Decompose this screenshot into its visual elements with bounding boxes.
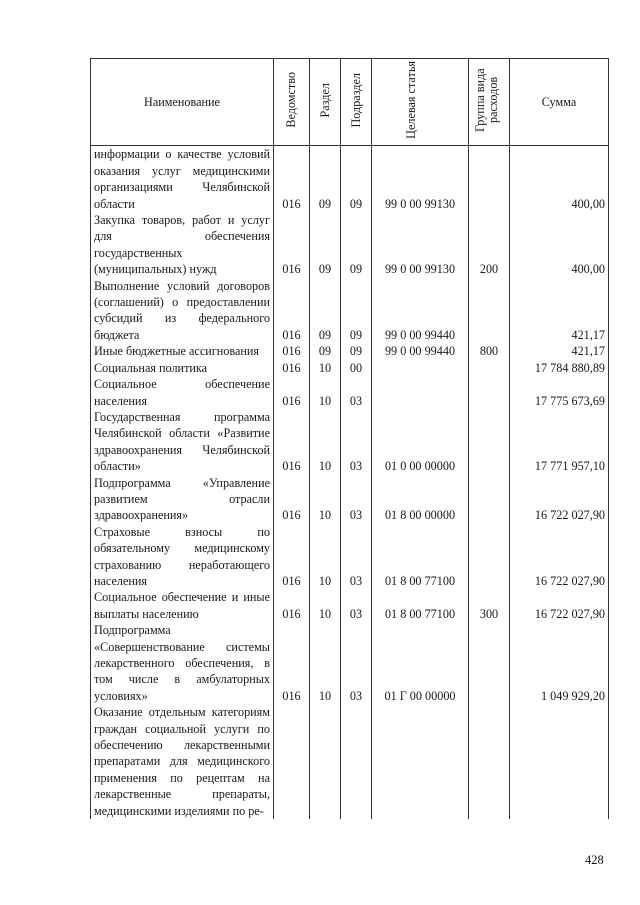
row-target: 01 8 00 77100 xyxy=(372,589,469,622)
row-target: 01 8 00 77100 xyxy=(372,524,469,590)
table-row xyxy=(91,622,609,704)
row-vedomstvo: 016 xyxy=(274,212,310,278)
row-group xyxy=(469,409,510,475)
row-sum: 17 775 673,69 xyxy=(510,376,609,409)
row-podrazdel xyxy=(341,704,372,819)
row-target xyxy=(372,704,469,819)
row-vedomstvo: 016 xyxy=(274,622,310,704)
row-razdel: 10 xyxy=(310,376,341,409)
row-group xyxy=(469,622,510,704)
row-podrazdel: 03 xyxy=(341,524,372,590)
row-razdel: 10 xyxy=(310,622,341,704)
row-razdel: 09 xyxy=(310,146,341,212)
row-target: 99 0 00 99440 xyxy=(372,343,469,359)
row-sum: 1 049 929,20 xyxy=(510,622,609,704)
row-razdel: 09 xyxy=(310,343,341,359)
row-razdel: 10 xyxy=(310,589,341,622)
row-target: 01 0 00 00000 xyxy=(372,409,469,475)
table-row xyxy=(91,278,609,344)
row-sum: 421,17 xyxy=(510,343,609,359)
row-group xyxy=(469,704,510,819)
row-name: Социальное обеспечение и иные выплаты населению xyxy=(91,589,274,622)
row-razdel: 09 xyxy=(310,212,341,278)
row-name: Оказание отдельным категориям граждан социальной услуги по обеспечению лекарственными препаратами для медицинского применения по рецептам на лекарственные препараты, медицинскими изделиями по ре- xyxy=(91,704,274,819)
row-target: 01 8 00 00000 xyxy=(372,475,469,524)
row-podrazdel: 03 xyxy=(341,589,372,622)
row-group xyxy=(469,360,510,376)
row-razdel: 10 xyxy=(310,409,341,475)
row-podrazdel: 00 xyxy=(341,360,372,376)
page-number: 428 xyxy=(585,853,604,867)
table-row xyxy=(91,704,609,819)
row-vedomstvo: 016 xyxy=(274,343,310,359)
row-name: Подпрограмма «Совершенствование системы лекарственного обеспечения, в том числе в амбулаторных условиях» xyxy=(91,622,274,704)
row-group xyxy=(469,524,510,590)
row-name: информации о качестве условий оказания услуг медицинскими организациями Челябинской области xyxy=(91,146,274,212)
table-row xyxy=(91,343,609,359)
row-razdel xyxy=(310,704,341,819)
table-row xyxy=(91,212,609,278)
header-vedomstvo xyxy=(274,59,310,146)
row-target: 01 Г 00 00000 xyxy=(372,622,469,704)
row-group xyxy=(469,475,510,524)
row-podrazdel: 03 xyxy=(341,409,372,475)
row-name: Иные бюджетные ассигнования xyxy=(91,343,274,359)
table-row xyxy=(91,360,609,376)
row-razdel: 10 xyxy=(310,524,341,590)
row-podrazdel: 09 xyxy=(341,146,372,212)
row-podrazdel: 09 xyxy=(341,278,372,344)
row-podrazdel: 03 xyxy=(341,622,372,704)
table-row xyxy=(91,475,609,524)
row-name: Государственная программа Челябинской области «Развитие здравоохранения Челябинской области» xyxy=(91,409,274,475)
row-vedomstvo: 016 xyxy=(274,376,310,409)
row-podrazdel: 09 xyxy=(341,212,372,278)
budget-table xyxy=(90,58,609,819)
row-name: Социальная политика xyxy=(91,360,274,376)
row-group: 300 xyxy=(469,589,510,622)
row-sum: 16 722 027,90 xyxy=(510,524,609,590)
header-group xyxy=(469,59,510,146)
row-vedomstvo: 016 xyxy=(274,278,310,344)
row-group xyxy=(469,376,510,409)
header-target-label: Целевая статья xyxy=(404,61,418,139)
row-target: 99 0 00 99130 xyxy=(372,212,469,278)
header-razdel-label: Раздел xyxy=(317,82,332,118)
header-sum-label: Сумма xyxy=(541,95,577,109)
row-vedomstvo: 016 xyxy=(274,475,310,524)
row-group xyxy=(469,146,510,212)
row-sum: 400,00 xyxy=(510,146,609,212)
header-name xyxy=(91,59,274,146)
row-vedomstvo xyxy=(274,704,310,819)
header-sum xyxy=(510,59,609,146)
row-sum: 17 784 880,89 xyxy=(510,360,609,376)
row-sum: 17 771 957,10 xyxy=(510,409,609,475)
header-vedomstvo-label: Ведомство xyxy=(284,72,298,128)
row-razdel: 10 xyxy=(310,360,341,376)
table-row xyxy=(91,376,609,409)
row-sum: 400,00 xyxy=(510,212,609,278)
table-row xyxy=(91,146,609,212)
header-group-label: Группа вида расходов xyxy=(473,68,500,132)
row-name: Страховые взносы по обязательному медицинскому страхованию неработающего населения xyxy=(91,524,274,590)
table-row xyxy=(91,524,609,590)
row-name: Выполнение условий договоров (соглашений) о предоставлении субсидий из федерального бюджета xyxy=(91,278,274,344)
row-target: 99 0 00 99440 xyxy=(372,278,469,344)
row-target xyxy=(372,360,469,376)
header-podrazdel-label: Подраздел xyxy=(348,72,363,128)
row-target: 99 0 00 99130 xyxy=(372,146,469,212)
row-name: Подпрограмма «Управление развитием отрасли здравоохранения» xyxy=(91,475,274,524)
row-vedomstvo: 016 xyxy=(274,360,310,376)
row-podrazdel: 03 xyxy=(341,376,372,409)
row-sum: 16 722 027,90 xyxy=(510,475,609,524)
row-target xyxy=(372,376,469,409)
row-razdel: 09 xyxy=(310,278,341,344)
row-group xyxy=(469,278,510,344)
row-name: Социальное обеспечение населения xyxy=(91,376,274,409)
row-vedomstvo: 016 xyxy=(274,524,310,590)
header-name-label: Наименование xyxy=(144,95,220,109)
row-podrazdel: 09 xyxy=(341,343,372,359)
row-podrazdel: 03 xyxy=(341,475,372,524)
row-group: 800 xyxy=(469,343,510,359)
header-podrazdel xyxy=(341,59,372,146)
row-group: 200 xyxy=(469,212,510,278)
header-target xyxy=(372,59,469,146)
row-sum xyxy=(510,704,609,819)
row-sum: 421,17 xyxy=(510,278,609,344)
row-vedomstvo: 016 xyxy=(274,146,310,212)
header-razdel xyxy=(310,59,341,146)
row-sum: 16 722 027,90 xyxy=(510,589,609,622)
table-header-row xyxy=(91,59,609,146)
table-row xyxy=(91,589,609,622)
row-vedomstvo: 016 xyxy=(274,589,310,622)
row-name: Закупка товаров, работ и услуг для обеспечения государственных (муниципальных) нужд xyxy=(91,212,274,278)
table-row xyxy=(91,409,609,475)
row-razdel: 10 xyxy=(310,475,341,524)
row-vedomstvo: 016 xyxy=(274,409,310,475)
